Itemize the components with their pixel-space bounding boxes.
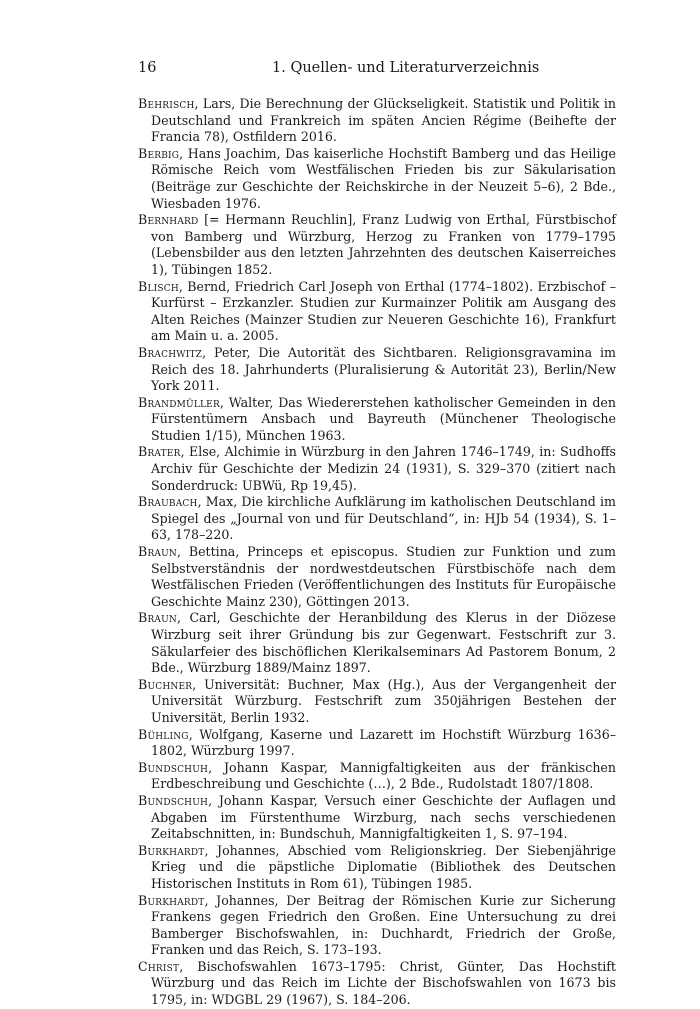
entry-author: Brandmüller (138, 394, 220, 410)
entry-text: [= Hermann Reuchlin], Franz Ludwig von Erthal, Fürstbischof von Bamberg und Würzburg, Herzog zu Franken von 1779–1795 (Lebensbilder aus den letzten Jahrzehnten des deutschen Kaiserreiches 1), Tübingen 1852. (151, 212, 616, 277)
bibliography-list (138, 96, 616, 1009)
entry-author: Bühling (138, 726, 189, 742)
running-title: 1. Quellen- und Literaturverzeichnis (272, 60, 540, 76)
entry-text: , Johann Kaspar, Versuch einer Geschichte der Auflagen und Abgaben im Fürstenthume Wirzburg, nach sechs verschiedenen Zeitabschnitten, in: Bundschuh, Mannigfaltigkeiten 1, S. 97–194. (151, 792, 616, 842)
entry-author: Braun (138, 610, 177, 626)
entry-text: , Wolfgang, Kaserne und Lazarett im Hochstift Würzburg 1636–1802, Würzburg 1997. (151, 726, 616, 759)
entry-text: , Universität: Buchner, Max (Hg.), Aus der Vergangenheit der Universität Würzburg. Festschrift zum 350jährigen Bestehen der Universität, Berlin 1932. (151, 676, 616, 725)
running-head (138, 60, 618, 80)
bibliography-entry (138, 345, 616, 395)
entry-text: , Johann Kaspar, Mannigfaltigkeiten aus der fränkischen Erdbeschreibung und Geschichte (…), 2 Bde., Rudolstadt 1807/1808. (151, 759, 616, 792)
entry-text: , Johannes, Abschied vom Religionskrieg. Der Siebenjährige Krieg und die päpstliche Diplomatie (Bibliothek des Deutschen Historischen Instituts in Rom 61), Tübingen 1985. (151, 842, 616, 891)
entry-author: Christ (138, 958, 180, 974)
entry-text: , Lars, Die Berechnung der Glückseligkeit. Statistik und Politik in Deutschland und Frankreich im späten Ancien Régime (Beihefte der Francia 78), Ostfildern 2016. (151, 96, 616, 145)
bibliography-entry (138, 610, 616, 676)
bibliography-entry (138, 212, 616, 278)
entry-author: Bundschuh (138, 792, 209, 808)
bibliography-entry (138, 494, 616, 544)
bibliography-entry (138, 544, 616, 610)
bibliography-entry (138, 279, 616, 345)
bibliography-entry (138, 677, 616, 727)
entry-text: , Bettina, Princeps et episcopus. Studien zur Funktion und zum Selbstverständnis der nordwestdeutschen Fürstbischöfe nach dem Westfälischen Frieden (Veröffentlichungen des Instituts für Europäische Geschichte Mainz 230), Göttingen 2013. (151, 544, 616, 609)
entry-author: Bernhard (138, 212, 199, 228)
entry-text: , Walter, Das Wiedererstehen katholischer Gemeinden in den Fürstentümern Ansbach und Bayreuth (Münchener Theologische Studien 1/15), München 1963. (151, 394, 616, 443)
entry-text: , Hans Joachim, Das kaiserliche Hochstift Bamberg und das Heilige Römische Reich vom Westfälischen Frieden bis zur Säkularisation (Beiträge zur Geschichte der Reichskirche in der Neuzeit 5–6), 2 Bde., Wiesbaden 1976. (151, 145, 616, 211)
entry-text: , Peter, Die Autorität des Sichtbaren. Religionsgravamina im Reich des 18. Jahrhunderts (Pluralisierung & Autorität 23), Berlin/New York 2011. (151, 344, 616, 394)
entry-text: , Bischofswahlen 1673–1795: Christ, Günter, Das Hochstift Würzburg und das Reich im Lichte der Bischofswahlen von 1673 bis 1795, in: WDGBL 29 (1967), S. 184–206. (151, 958, 616, 1008)
bibliography-entry (138, 959, 616, 1009)
entry-author: Braun (138, 544, 177, 560)
entry-author: Burkhardt (138, 892, 205, 908)
entry-author: Brachwitz (138, 344, 203, 360)
bibliography-entry (138, 444, 616, 494)
entry-text: , Max, Die kirchliche Aufklärung im katholischen Deutschland im Spiegel des „Journal von und für Deutschland“, in: HJb 54 (1934), S. 1–63, 178–220. (151, 494, 616, 543)
entry-author: Behrisch (138, 96, 195, 111)
entry-author: Bundschuh (138, 759, 209, 775)
bibliography-entry (138, 96, 616, 146)
bibliography-entry (138, 727, 616, 760)
page-number: 16 (138, 60, 157, 76)
bibliography-entry (138, 760, 616, 793)
entry-author: Buchner (138, 676, 193, 692)
entry-text: , Johannes, Der Beitrag der Römischen Kurie zur Sicherung Frankens gegen Friedrich den Großen. Eine Untersuchung zu drei Bamberger Bischofswahlen, in: Duchhardt, Friedrich der Große, Franken und das Reich, S. 173–193. (151, 892, 616, 958)
entry-author: Berbig (138, 145, 180, 161)
bibliography-entry (138, 395, 616, 445)
entry-text: , Bernd, Friedrich Carl Joseph von Erthal (1774–1802). Erzbischof – Kurfürst – Erzkanzler. Studien zur Kurmainzer Politik am Ausgang des Alten Reiches (Mainzer Studien zur Neueren Geschichte 16), Frankfurt am Main u. a. 2005. (151, 278, 616, 344)
entry-author: Burkhardt (138, 842, 205, 858)
bibliography-entry (138, 843, 616, 893)
bibliography-entry (138, 893, 616, 959)
entry-author: Blisch (138, 278, 179, 294)
bibliography-entry (138, 146, 616, 212)
entry-author: Brater (138, 444, 181, 460)
entry-text: , Else, Alchimie in Würzburg in den Jahren 1746–1749, in: Sudhoffs Archiv für Geschichte der Medizin 24 (1931), S. 329–370 (zitiert nach Sonderdruck: UBWü, Rp 19,45). (151, 444, 616, 493)
bibliography-entry (138, 793, 616, 843)
entry-author: Braubach (138, 494, 198, 510)
entry-text: , Carl, Geschichte der Heranbildung des Klerus in der Diözese Wirzburg seit ihrer Gründung bis zur Gegenwart. Festschrift zur 3. Säkularfeier des bischöflichen Klerikalseminars Ad Pastorem Bonum, 2 Bde., Würzburg 1889/Mainz 1897. (151, 610, 616, 676)
